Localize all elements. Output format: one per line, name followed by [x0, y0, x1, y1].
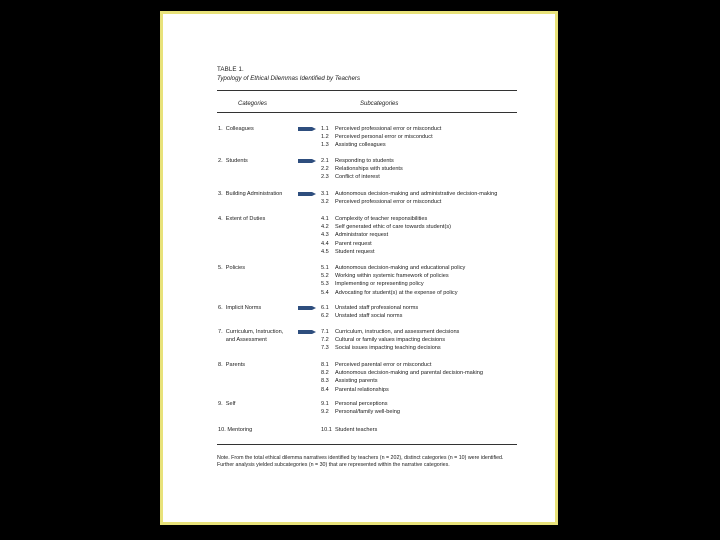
subcategory-number: 2.2: [321, 166, 329, 173]
subcategory-number: 7.2: [321, 337, 329, 344]
category-label: 1. Colleagues: [218, 126, 254, 132]
subcategory-text: Parent request: [335, 240, 372, 247]
category-label: 5. Policies: [218, 265, 246, 271]
subcategory-number: 8.1: [321, 362, 329, 368]
subcategory-text: Personal perceptions: [335, 401, 388, 407]
table-label: TABLE 1.: [217, 66, 244, 73]
header-rule: [217, 112, 517, 113]
bottom-rule: [217, 444, 517, 445]
subcategory-item: [321, 174, 380, 180]
category-label: 7. Curriculum, Instruction,: [218, 329, 284, 335]
subcategory-item: [321, 387, 389, 393]
subcategory-text: Assisting colleagues: [335, 142, 386, 149]
subcategory-item: [321, 337, 445, 343]
subcategory-item: [321, 305, 418, 311]
subcategory-item: [321, 142, 386, 148]
subcategory-text: Self generated ethic of care towards student(s): [335, 224, 451, 231]
subcategory-text: Responding to students: [335, 158, 394, 164]
subcategory-text: Complexity of teacher responsibilities: [335, 216, 428, 222]
subcategory-item: [321, 158, 394, 164]
category-label: 2. Students: [218, 158, 248, 164]
subcategory-text: Student request: [335, 248, 375, 255]
arrow-right-icon: [297, 329, 317, 335]
subcategory-item: [321, 166, 403, 172]
subcategory-text: Perceived professional error or misconduct: [335, 199, 442, 206]
subcategory-number: 1.2: [321, 134, 329, 141]
top-rule: [217, 90, 517, 91]
subcategory-text: Working within systemic framework of policies: [335, 273, 449, 280]
subcategory-item: [321, 401, 388, 407]
subcategory-item: [321, 126, 441, 132]
subcategory-text: Parental relationships: [335, 386, 389, 393]
subcategory-item: [321, 427, 377, 433]
subcategory-text: Administrator request: [335, 232, 389, 239]
header-subcategories: Subcategories: [360, 101, 399, 107]
subcategory-item: [321, 224, 451, 230]
subcategory-text: Autonomous decision-making and parental decision-making: [335, 370, 484, 377]
subcategory-text: Curriculum, instruction, and assessment decisions: [335, 329, 460, 335]
subcategory-number: 3.1: [321, 191, 329, 197]
subcategory-item: [321, 329, 459, 335]
subcategory-text: Perceived parental error or misconduct: [335, 362, 432, 368]
subcategory-number: 9.1: [321, 401, 329, 407]
subcategory-text: Social issues impacting teaching decisions: [335, 345, 441, 352]
subcategory-number: 4.5: [321, 248, 329, 255]
subcategory-text: Relationships with students: [335, 166, 403, 173]
subcategory-text: Unstated staff social norms: [335, 313, 403, 320]
arrow-right-icon: [297, 191, 317, 197]
subcategory-number: 10.1: [321, 427, 332, 433]
subcategory-item: [321, 409, 400, 415]
subcategory-item: [321, 281, 424, 287]
document-page: [160, 11, 558, 525]
table-title: Typology of Ethical Dilemmas Identified by Teachers: [217, 75, 361, 82]
subcategory-number: 2.3: [321, 174, 329, 181]
subcategory-item: [321, 191, 497, 197]
subcategory-number: 5.4: [321, 289, 329, 296]
subcategory-item: [321, 232, 388, 238]
category-label: 10. Mentoring: [218, 427, 253, 433]
arrow-right-icon: [297, 126, 317, 132]
arrow-right-icon: [297, 158, 317, 164]
subcategory-number: 4.3: [321, 232, 329, 239]
subcategory-number: 4.2: [321, 224, 329, 231]
subcategory-item: [321, 216, 427, 222]
subcategory-text: Perceived professional error or misconduct: [335, 126, 442, 132]
subcategory-item: [321, 134, 433, 140]
subcategory-number: 7.3: [321, 345, 329, 352]
subcategory-item: [321, 241, 372, 247]
subcategory-item: [321, 290, 458, 296]
subcategory-text: Implementing or representing policy: [335, 281, 424, 288]
subcategory-item: [321, 273, 449, 279]
subcategory-text: Advocating for student(s) at the expense of policy: [335, 289, 458, 296]
table-note: Note. From the total ethical dilemma narratives identified by teachers (n = 202), distinct categories (n = 10) were identified. Further analysis yielded subcategories (n = 30) that are represented within the narrative categories.: [217, 455, 504, 469]
subcategory-item: [321, 249, 375, 255]
subcategory-number: 5.3: [321, 281, 329, 288]
subcategory-text: Assisting parents: [335, 378, 378, 385]
subcategory-text: Perceived personal error or misconduct: [335, 134, 433, 141]
subcategory-number: 1.3: [321, 142, 329, 149]
header-categories: Categories: [238, 101, 268, 107]
category-label: 9. Self: [218, 401, 236, 407]
subcategory-text: Autonomous decision-making and administrative decision-making: [335, 191, 498, 197]
subcategory-number: 1.1: [321, 126, 329, 132]
subcategory-text: Student teachers: [335, 427, 378, 433]
subcategory-text: Personal/family well-being: [335, 409, 400, 416]
subcategory-number: 4.1: [321, 216, 329, 222]
subcategory-number: 2.1: [321, 158, 329, 164]
category-label: 8. Parents: [218, 362, 246, 368]
subcategory-text: Conflict of interest: [335, 174, 380, 181]
category-label: and Assessment: [218, 337, 267, 344]
subcategory-number: 8.4: [321, 386, 329, 393]
subcategory-number: 5.1: [321, 265, 329, 271]
subcategory-text: Cultural or family values impacting decisions: [335, 337, 446, 344]
subcategory-item: [321, 378, 378, 384]
subcategory-item: [321, 199, 441, 205]
subcategory-item: [321, 345, 441, 351]
subcategory-text: Autonomous decision-making and educational policy: [335, 265, 466, 271]
subcategory-number: 8.3: [321, 378, 329, 385]
subcategory-number: 6.2: [321, 313, 329, 320]
subcategory-number: 8.2: [321, 370, 329, 377]
subcategory-item: [321, 265, 465, 271]
arrow-right-icon: [297, 305, 317, 311]
category-label: 6. Implicit Norms: [218, 305, 262, 311]
subcategory-item: [321, 362, 431, 368]
subcategory-number: 3.2: [321, 199, 329, 206]
subcategory-text: Unstated staff professional norms: [335, 305, 419, 311]
subcategory-number: 4.4: [321, 240, 329, 247]
subcategory-item: [321, 313, 402, 319]
subcategory-number: 5.2: [321, 273, 329, 280]
subcategory-item: [321, 370, 483, 376]
category-label: 4. Extent of Duties: [218, 216, 266, 222]
subcategory-number: 6.1: [321, 305, 329, 311]
subcategory-number: 9.2: [321, 409, 329, 416]
subcategory-number: 7.1: [321, 329, 329, 335]
category-label: 3. Building Administration: [218, 191, 283, 197]
